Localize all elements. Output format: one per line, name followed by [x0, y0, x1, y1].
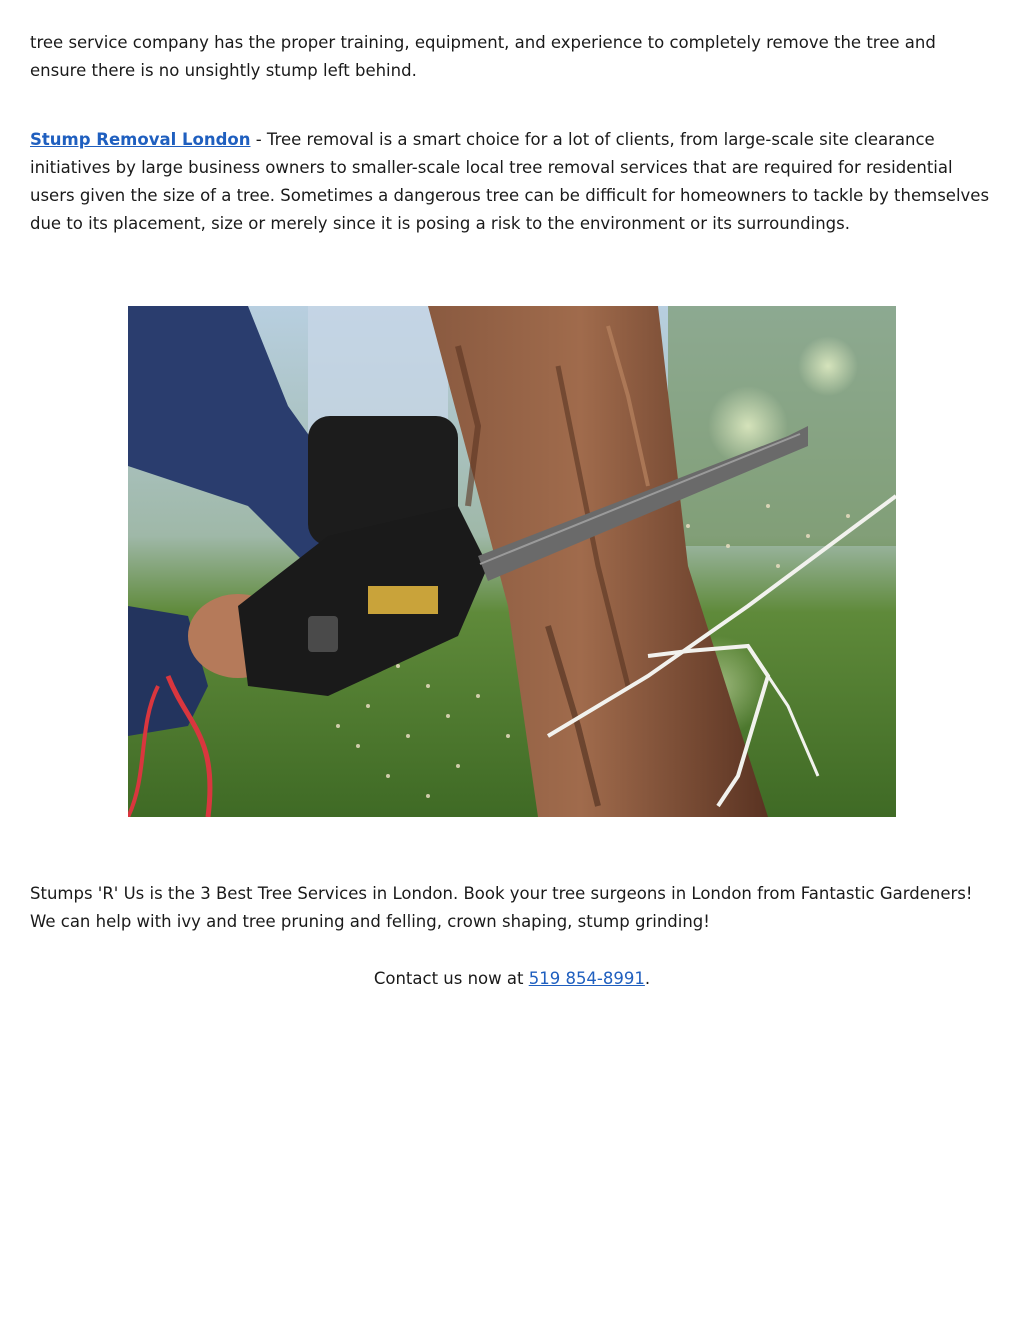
contact-suffix: . [644, 969, 651, 988]
contact-prefix: Contact us now at [373, 969, 529, 988]
stump-removal-paragraph [30, 126, 994, 238]
phone-link[interactable]: 519 854-8991 [528, 969, 645, 988]
stump-removal-link[interactable]: Stump Removal London [30, 130, 251, 149]
contact-line [30, 965, 994, 993]
intro-paragraph: tree service company has the proper training, equipment, and experience to completely remove the tree and ensure there is no unsightly stump left behind. [30, 33, 936, 80]
chainsaw-cutting-tree-photo-icon [128, 306, 896, 817]
services-paragraph: Stumps 'R' Us is the 3 Best Tree Services in London. Book your tree surgeons in London from Fantastic Gardeners! We can help with ivy and tree pruning and felling, crown shaping, stump grinding! [30, 884, 973, 931]
stump-removal-text: - Tree removal is a smart choice for a lot of clients, from large-scale site clearance initiatives by large business owners to smaller-scale local tree removal services that are required for residential users given the size of a tree. Sometimes a dangerous tree can be difficult for homeowners to tackle by themselves due to its placement, size or merely since it is posing a risk to the environment or its surroundings. [30, 130, 990, 233]
chainsaw-tree-photo [128, 306, 896, 817]
